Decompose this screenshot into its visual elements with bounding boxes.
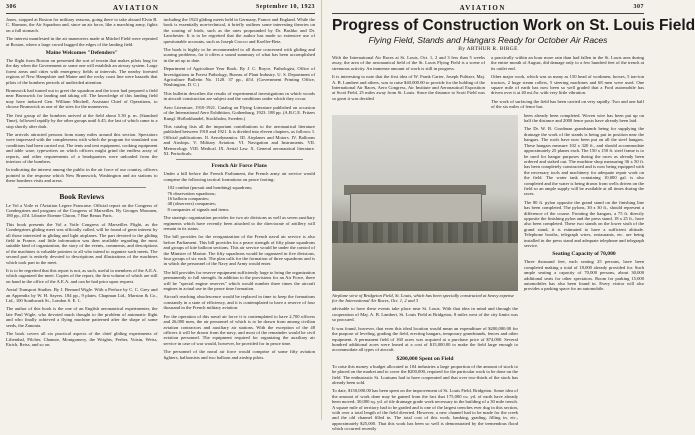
section-heading: Seating Capacity of 70,000 <box>552 251 616 258</box>
paragraph: To date, $150,000.00 has been spent on the improvement of St. Louis Field, Bridgeton. Some idea of the amount of work done may be gained from the fact that 175,000 cu. yd. of earth have already been moved; 30,000 sq. yd. of tile drainage grade work necessary in the building of a 30 mile trench. A square mile of territory had to be graded and is one of the largest trenches ever dug in this section, with over a total length of the field diverted. However, a new channel had to be made for the creek and the old channel filled in. The total cost of this work, banking, grading, filling in, etc., approximately $25,000. That this work has been so well is demonstrated by the tremendous flood which occurred recently <box>332 388 518 432</box>
divider <box>18 187 146 188</box>
formation-list <box>168 185 316 212</box>
left-page-header <box>6 4 315 14</box>
right-page <box>326 0 695 432</box>
paragraph: It is to be regretted that this report is not, as such, useful to members of the A.E.A. which organized the meet. Copies of the report, the first volume of which are still on hand in the office of the A.E.A. and can be had prior upon request. <box>6 268 158 284</box>
section-heading: Book Reviews <box>59 191 105 201</box>
grandstand <box>350 193 482 223</box>
left-header-date: September 10, 1923 <box>255 4 315 10</box>
paragraph: This book presents the Vol a Voile Congress of Marseilles Flight, as the Combegrines gliding meet was officially called, will be found of great interest by all those interested in gliding and light airplanes. The part devoted to the gliding field in France, and little information was then available regarding the most suitable kind of organization, the story of the events, comments, and descriptions of the machines is valuable pointers to all who intend to organize such meets. The second part is entirely devoted to descriptions and illustrations of the machines which took part in the meet. <box>6 221 158 265</box>
divider <box>176 159 304 160</box>
right-page-number: 307 <box>633 4 644 10</box>
paragraph: The book is highly to be recommended to all those concerned with gliding and soaring problems, for it offers a sound summary of what has been accomplished in the art up to date. <box>163 47 315 63</box>
paragraph: Aero Literature, 1910-1921. Catalog on Flying Literature published on occasion of the International Aero Exhibition, Gothenburg, 1923. 188 pp. (A.B.C.E. Fritzes Kungl. Hofbokhandel, Stockholm, Sweden.) <box>163 104 315 121</box>
list-item: 16 balloon companies; <box>167 195 210 201</box>
article-subtitle: Flying Field, Stands and Hangars Ready for October Air Races <box>368 35 608 45</box>
paragraph: The arrivals attracted persons from many miles around this section. Spectators were impressed with the completeness with which the program for simulated war conditions had been carried out. The tents and tent equipment, cooking equipment and table ware, typewriters on which officers might grind the endless array of reports, and other requirements of a headquarters were unloaded from the interiors of the bombers. <box>6 131 158 164</box>
list-item: 8 companies of signals and items. <box>167 206 230 212</box>
paragraph: a practically within an hour more rain than had fallen in the St. Louis area during the entire month of August, did damage only to a few hundred feet of the trench at its outlet end. <box>491 55 644 71</box>
article-byline: By ARTHUR R. BIRGE <box>458 46 518 52</box>
airfield-aerial-photo <box>332 115 518 291</box>
left-header-title: AVIATION <box>113 4 160 12</box>
paragraph: Aircraft reaching obsolescence would be replaced in time to keep the formations constantly in a state of efficiency, and it is contemplated to have a reserve of four thousand in the French military aviation. <box>163 294 315 311</box>
paragraph: For the operation of this naval air force it is contemplated to have 2,700 officers and 26,000 men, the air personnel of which is to be drawn from among civilian aviation contractors and auxiliary air stations. With the exception of the 48 officers it will be drawn from the navy, and most of the remainder would be civil aviation personnel. The equipment required for organizing the auxiliary air service in case of war would, however, be provided for in peace time. <box>163 313 315 346</box>
tree-line <box>332 221 518 243</box>
paragraph: The first group of the bombers arrived at the field about 5.30 p. m. (Standard Time), followed rapidly by the other groups until 6.45, the last of which came to a stop shortly after dark. <box>6 112 158 129</box>
left-page-number: 306 <box>6 4 17 10</box>
list-item: 76 observation squadrons; <box>167 190 216 196</box>
paragraph: To raise this money a budget allocated to 104 industries a large proportion of the amount of stock to be placed on the market and to cover the $200,000, required for the particular work to be done on the field. The enthusiastic St. Louisans had to have cooperated and that over two-thirds of the stock has already been sold. <box>332 363 518 385</box>
right-page-header <box>332 4 644 14</box>
paragraph: It is interesting to note that the first idea of W. Frank Carter, Joseph Pulitzer, Maj. A. B. Lambert and others, was to raise $40,000.00 to provide for the holding of the International Air Races, Aero Congress, Air Institute and Aeronautical Exposition at Scott Field, 25 miles away from St. Louis. Since the distance to Scott Field was so great it was decided <box>332 74 485 101</box>
paragraph: advisable to have these events take place near St. Louis. With that idea in mind and through the cooperation of Maj. A. B. Lambert, St. Louis Field at Bridgeton, 8 miles west of the city limits was so procured. <box>332 306 518 323</box>
paragraph: Aerial Transport Studies. By J. Bernard Wigle. With a Preface by C. C. Grey and an Appendix by W. H. Sayers. 184 pp., 9 plates. Chapman Ltd., Marston & Co., Ltd., 100 Southwark St., London S. E. 1. <box>6 287 158 304</box>
paragraph: Department of Agriculture Year Book. By J. C. Boyce, Pathologist, Office of Investigations in Forest Pathology, Bureau of Plant Industry. U. S. Department of Agriculture Bulletin No. 1128. 37 pp., ill'd. (Government Printing Office, Washington, D. C.) <box>163 66 315 88</box>
paragraph: Under a bill before the French Parliament, the French army air service would comprise the following tactical formations on peace footing: <box>163 171 315 182</box>
paragraph: With the International Air Races at St. Louis, Oct. 1, 2 and 3 less than 5 weeks away, the area of the aeronautical field of the St. Louis Flying Field is a scene of strenuous activity. An immense amount of work is still in progress. <box>332 55 485 71</box>
paragraph: Jones, stopped at Boston for military reasons, going there to take aboard Elvin B. C. Harmon, the Air Squadron and, since an air force, like a marching army, fights on a full stomach. <box>6 17 158 33</box>
paragraph: The interest manifested in the air maneuvers made at Mitchel Field were repeated at Boston, where a large crowd hugged the edges of the landing field. <box>6 36 158 47</box>
section-heading: Maine Welcomes "Defenders" <box>45 50 118 57</box>
right-column-1-top <box>332 55 485 113</box>
right-column-2 <box>524 113 644 435</box>
paragraph: Brunswick had turned out to greet the squadron and the town had prepared a field near Brunswick for landing and taking off. The knowledge of this landing field may have induced Gen. William Mitchell, Assistant Chief of Operations, to choose Brunswick as one of the sites for the maneuvers. <box>6 88 158 110</box>
paragraph: The author of this book is the one of an English aeronautical experimenter, the late Paul Wigle, who devoted much thought to the problem of automatic flight and who finally achieved a flying machine patterned after the shape of some seeds, the Zanonia. <box>6 306 158 328</box>
paragraph: The strategic organization provides for two air divisions as well as seven auxiliary regiments which have recently been attached to the directorate of artillery will remain in its status. <box>163 215 315 231</box>
paragraph: The bill provides for reserve equipment sufficiently large to bring the organization permanently to full strength. In addition to the provisions for an Air Force, there will be "special engine reserves" which would number three times the aircraft engines in actual use in the peace time formation. <box>163 269 315 292</box>
flying-field <box>332 243 518 291</box>
list-item: 102 combat (pursuit and bombing) squadrons; <box>167 185 253 191</box>
paragraph: Le Vol a Voile et l'Aviation Legere Francaise. Official report on the Congress of Combegrines and program of the Congress of Marseilles. By Georges Mouraen, 180 pp., ill'd. Libraire Etienne Chiron, 7 Rue Beaux Paris. <box>6 202 158 219</box>
right-column-2-top <box>491 55 644 113</box>
paragraph: Three thousand feet, each seating 25 persons, have been completed making a total of 18,000 already provided for. Such ample seating a capacity of 70,000 persons, about 30,000 additional seats for other spectators. Room for parking 15,000 automobiles has also been found in. Every visitor will also provides a parking space for an automobile. <box>524 259 644 292</box>
paragraph: It was found, however, that even this ideal location would mean an expenditure of $200,000.00 for the purpose of leveling, grading the field, erecting hangars, temporary grandstands, fences and other equipment. A permanent field of 160 acres was acquired at a purchase price of $74,000. Several hundred additional acres were leased at a cost of $15,000.00 to make the field large enough to accommodate all types of aircraft. <box>332 325 518 353</box>
left-column-2 <box>164 17 316 363</box>
section-heading: French Air Force Plans <box>211 163 267 170</box>
paragraph: Other major work, which was as many as 150 head of workmen, horses, 5 ton-ton tractors, 2 huge steam rollers, 5 steering machines and 68 men were used. One square mile of earth has now been so well graded that a Ford automobile has driven over it at 40 mi./hr. with very little vibration. <box>491 74 644 96</box>
left-page <box>0 0 322 420</box>
paragraph: The bill provides for the reorganization of the French naval air service is also before Parliament. This bill provides for a peace strength of fifty plane squadrons and groups of kite balloon sections. This air service would be under the control of the Minister of Marine. The fifty squadrons would be organized in five divisions, four groups of six each. The plan calls for the formation of three squadrons and is in which the personnel of the Navy and Army would enter. <box>163 234 315 267</box>
paragraph: been already been completed. Woven wire has been put up on half the distance and 2000 fence posts have already been laid. <box>524 112 644 124</box>
section-heading: $200,000 Spent on Field <box>396 355 454 362</box>
paragraph: In indicating the interest among the public in the air force of our country, officers pointed to the response which New Brunswick, Washington and air stations to these bombers visits and areas. <box>6 167 158 184</box>
paragraph: This catalog lists all the important contributions to the aeronautical literature published between 1910 and 1921. It is divided into eleven chapters, as follows: I. Official publications. II. Aerodynamics. III. Airplanes and Motors. IV. Balloons and Airships. V. Military Aviation. VI. Navigation and Instruments. VII. Meteorology. VIII. Medical. IX. Aerial Law. X. General aeronautical literature. XI. Periodicals. <box>163 123 315 156</box>
paragraph: The book covers all six practical aspects of the chief gliding experiments of Lilienthal, Pilcher, Chanute, Montgomery, the Wrights, Ferber, Voisin, Weiss, Etrich, Reiss, and so on. <box>6 331 158 347</box>
paragraph: The flight from Boston on presented the sort of terrain that makes pilots long for the day when the Government or some one will establish an airway system. Large forest areas and cities with emergency fields at intervals. The nearby forested regions of New Hampshire and Maine and the rocky coast line were hazards that pilots of the bombers periods of undivided attention. <box>6 58 158 85</box>
paragraph: including the 1923 gliding meets held in Germany, France and England. While the book is essentially non-technical, it briefly outlines some interesting theories on the soaring of birds, such as the ones propounded by Dr. Bashko and Dr. Lanchester. It is to be regretted that the author has made so extensive use of questionable accounts, such as Joseph Crocco and Koeller-Betz. <box>163 17 315 44</box>
list-item: 48 (observers) companies; <box>167 201 216 207</box>
paragraph: The 80 ft. pylon opposite the grand stand on the finishing line has been completed. The pylons, 30 x 30 ft., should represent a difference of the course. Fronting the hangars, a 75 ft. directly opposite the finishing pylon and the press stand, 18 x 25 ft., have also been completed. These two stands on the lower sixth of the grand stand, it is estimated to have a sufficient altitude. Telephone booths, telegraph wires, restaurants, etc. are being installed in the press stand and adequate telephone and telegraph service. <box>524 199 644 248</box>
article-title: Progress of Construction Work on St. Louis Field <box>332 17 695 34</box>
paragraph: The work of surfacing the field has been carried on very rapidly. Two and one half of the six miles of fence has <box>491 98 644 110</box>
paragraph: The personnel of the naval air force would comprise of some fifty aviation fighters, balloonists and two balloon and airship pilots. <box>163 349 315 360</box>
photo-caption: Airplane view of Bridgeton Field, St. Louis, which has been specially constructed at heavy expense for the International Air Races, Oct. 1, 2 and 3 <box>332 292 515 304</box>
left-column-1 <box>6 17 158 363</box>
paragraph: The Dr. W. B. Goodman grandstands being for supplying the drainage the work of the stands is being put in position near the hangars. The roofs have now been put on all the steel hangars. These hangars measure 102 x 320 ft., and should accommodate approximately 25 planes each. The 150 x 150 ft. steel frame is to be used for hangar purposes during the races as already been ordered and staked out. The machine shop measuring 36 x 50 ft. has been completely constructed and is now being equipped with the necessary tools and machinery for adequate repair work on the field. The water tank containing 10,000 gal. is also completed and the water is being drawn from wells driven on the field so an ample supply will be available at all times during the races. <box>524 126 644 197</box>
right-header-title: AVIATION <box>459 4 506 12</box>
paragraph: This bulletin describes the results of experimental investigations in which woods in aircraft construction are subject and the conditions under which they occur. <box>163 90 315 102</box>
right-column-1 <box>332 113 518 435</box>
